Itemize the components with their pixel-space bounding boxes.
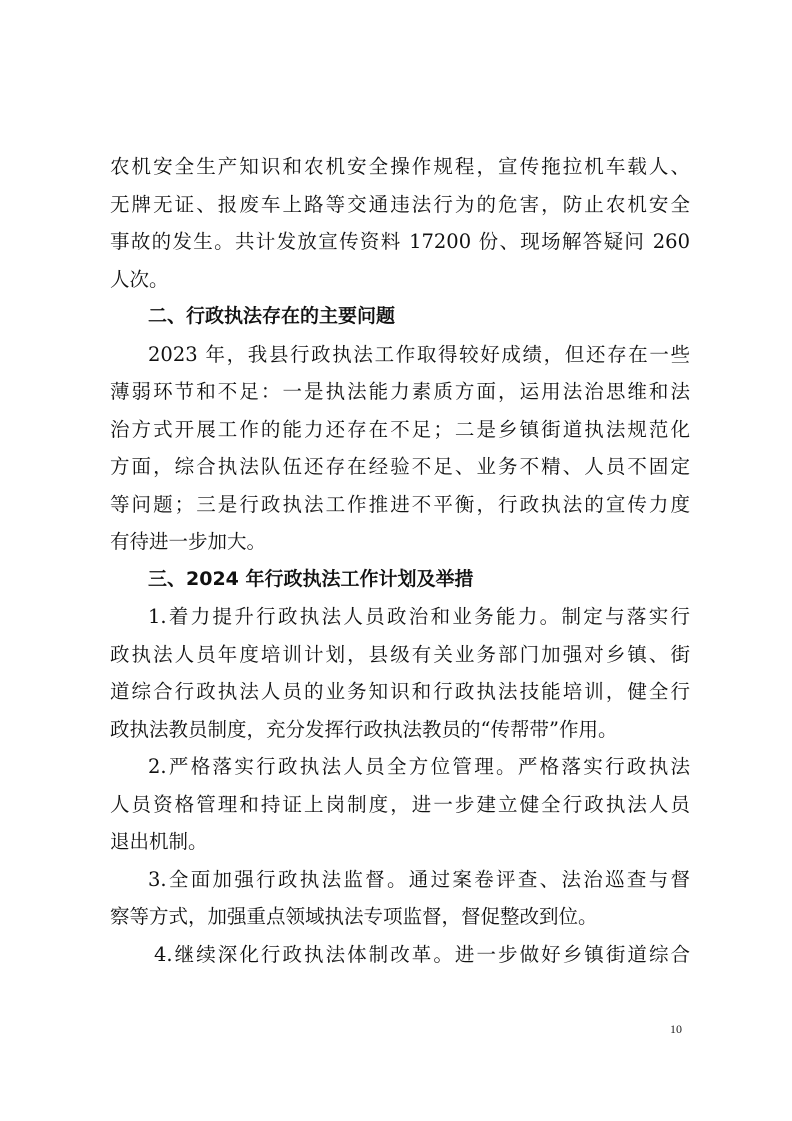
paragraph-item-1 (110, 598, 690, 748)
text-line: 退出机制。 (110, 830, 208, 853)
text-line: 治方式开展工作的能力还存在不足；二是乡镇街道执法规范化 (110, 417, 690, 441)
text-line: 农机安全生产知识和农机安全操作规程，宣传拖拉机车载人、 (110, 155, 690, 178)
text-line: 1.着力提升行政执法人员政治和业务能力。制定与落实行 (148, 605, 690, 628)
text-line: 道综合行政执法人员的业务知识和行政执法技能培训，健全行 (110, 680, 690, 703)
text-line: 2.严格落实行政执法人员全方位管理。严格落实行政执法 (148, 755, 690, 778)
document-body (110, 148, 690, 973)
text-line: 人次。 (110, 267, 169, 291)
text-line: 政执法教员制度，充分发挥行政执法教员的“传帮带”作用。 (110, 717, 618, 741)
text-line: 有待进一步加大。 (110, 530, 267, 553)
text-line: 人员资格管理和持证上岗制度，进一步建立健全行政执法人员 (110, 792, 690, 816)
text-line: 事故的发生。共计发放宣传资料 17200 份、现场解答疑问 260 (110, 230, 690, 253)
page-number: 10 (670, 1022, 682, 1036)
text-line: 4.继续深化行政执法体制改革。进一步做好乡镇街道综合 (154, 942, 690, 966)
text-line: 方面，综合执法队伍还存在经验不足、业务不精、人员不固定 (110, 455, 690, 478)
paragraph-item-4 (110, 936, 690, 974)
paragraph-item-3 (110, 861, 690, 936)
section-heading-problems: 二、行政执法存在的主要问题 (148, 305, 396, 327)
text-line: 2023 年，我县行政执法工作取得较好成绩，但还存在一些 (148, 342, 690, 366)
text-line: 等问题；三是行政执法工作推进不平衡，行政执法的宣传力度 (110, 492, 690, 516)
text-line: 3.全面加强行政执法监督。通过案卷评查、法治巡查与督 (148, 867, 690, 891)
paragraph-item-2 (110, 748, 690, 861)
text-line: 无牌无证、报废车上路等交通违法行为的危害，防止农机安全 (110, 192, 690, 216)
paragraph-problems (110, 336, 690, 561)
text-line: 察等方式，加强重点领域执法专项监督，督促整改到位。 (110, 905, 598, 928)
text-line: 薄弱环节和不足：一是执法能力素质方面，运用法治思维和法 (110, 380, 690, 403)
section-heading-plan: 三、2024 年行政执法工作计划及举措 (148, 567, 474, 590)
paragraph-continuation (110, 148, 690, 298)
text-line: 政执法人员年度培训计划，县级有关业务部门加强对乡镇、街 (110, 642, 690, 666)
